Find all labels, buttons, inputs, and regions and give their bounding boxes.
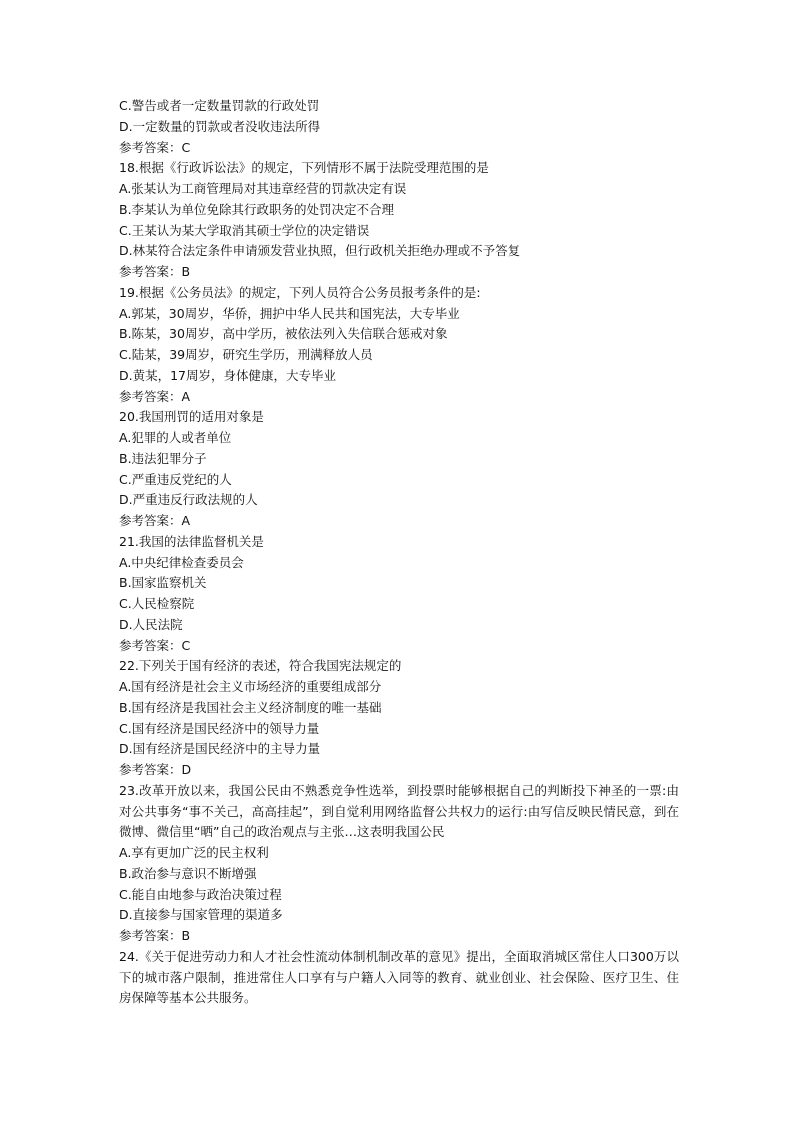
q19-option-d: D.黄某，17周岁，身体健康，大专毕业 — [119, 367, 337, 383]
q23-answer: 参考答案：B — [119, 928, 191, 943]
q20-option-d: D.严重违反行政法规的人 — [119, 492, 258, 508]
document-page — [119, 96, 679, 1009]
question-19: 19.根据《公务员法》的规定，下列人员符合公务员报考条件的是: — [119, 284, 481, 300]
q19-option-a: A.郭某，30周岁，华侨，拥护中华人民共和国宪法，大专毕业 — [119, 305, 460, 321]
q19-answer: 参考答案：A — [119, 388, 191, 404]
answer-line: 参考答案：C — [119, 139, 191, 155]
q20-answer: 参考答案：A — [119, 513, 191, 528]
q19-option-c: C.陆某，39周岁，研究生学历，刑满释放人员 — [119, 347, 373, 362]
q18-option-a: A.张某认为工商管理局对其违章经营的罚款决定有误 — [119, 181, 407, 196]
question-18: 18.根据《行政诉讼法》的规定，下列情形不属于法院受理范围的是 — [119, 160, 489, 176]
q18-option-d: D.林某符合法定条件申请颁发营业执照，但行政机关拒绝办理或不予答复 — [119, 243, 521, 259]
question-20: 20.我国刑罚的适用对象是 — [119, 409, 264, 425]
q22-answer: 参考答案：D — [119, 762, 192, 777]
q22-option-b: B.国有经济是我国社会主义经济制度的唯一基础 — [119, 699, 382, 715]
q18-answer: 参考答案：B — [119, 264, 191, 279]
q21-option-a: A.中央纪律检查委员会 — [119, 554, 244, 570]
q20-option-b: B.违法犯罪分子 — [119, 450, 207, 466]
q23-option-c: C.能自由地参与政治决策过程 — [119, 886, 282, 902]
q21-answer: 参考答案：C — [119, 637, 191, 653]
q20-option-c: C.严重违反党纪的人 — [119, 471, 232, 487]
question-23: 23.改革开放以来，我国公民由不熟悉竞争性选举，到投票时能够根据自己的判断投下神圣的一票:由对公共事务“事不关己，高高挂起”，到自觉利用网络监督公共权力的运行:由写信反映民情民意，到在微博、微信里“晒”自己的政治观点与主张…这表明我国公民 — [119, 782, 679, 840]
option-c: C.警告或者一定数量罚款的行政处罚 — [119, 98, 320, 113]
q21-option-c: C.人民检察院 — [119, 596, 195, 611]
q22-option-d: D.国有经济是国民经济中的主导力量 — [119, 741, 321, 757]
q21-option-d: D.人民法院 — [119, 616, 183, 632]
question-24: 24.《关于促进劳动力和人才社会性流动体制机制改革的意见》提出，全面取消城区常住人口300万以下的城市落户限制，推进常住人口享有与户籍人入同等的教育、就业创业、社会保险、医疗卫生、住房保障等基本公共服务。 — [119, 948, 679, 1006]
q19-option-b: B.陈某，30周岁，高中学历，被依法列入失信联合惩戒对象 — [119, 326, 448, 342]
q23-option-d: D.直接参与国家管理的渠道多 — [119, 907, 283, 923]
q18-option-c: C.王某认为某大学取消其硕士学位的决定错误 — [119, 222, 370, 238]
option-d: D.一定数量的罚款或者没收违法所得 — [119, 118, 321, 134]
question-22: 22.下列关于国有经济的表述，符合我国宪法规定的 — [119, 658, 402, 674]
q22-option-a: A.国有经济是社会主义市场经济的重要组成部分 — [119, 679, 382, 694]
q20-option-a: A.犯罪的人或者单位 — [119, 430, 232, 445]
q18-option-b: B.李某认为单位免除其行政职务的处罚决定不合理 — [119, 201, 395, 217]
question-21: 21.我国的法律监督机关是 — [119, 533, 264, 549]
q21-option-b: B.国家监察机关 — [119, 575, 207, 591]
q23-option-a: A.享有更加广泛的民主权利 — [119, 845, 269, 860]
q23-option-b: B.政治参与意识不断增强 — [119, 865, 257, 881]
q22-option-c: C.国有经济是国民经济中的领导力量 — [119, 720, 320, 736]
